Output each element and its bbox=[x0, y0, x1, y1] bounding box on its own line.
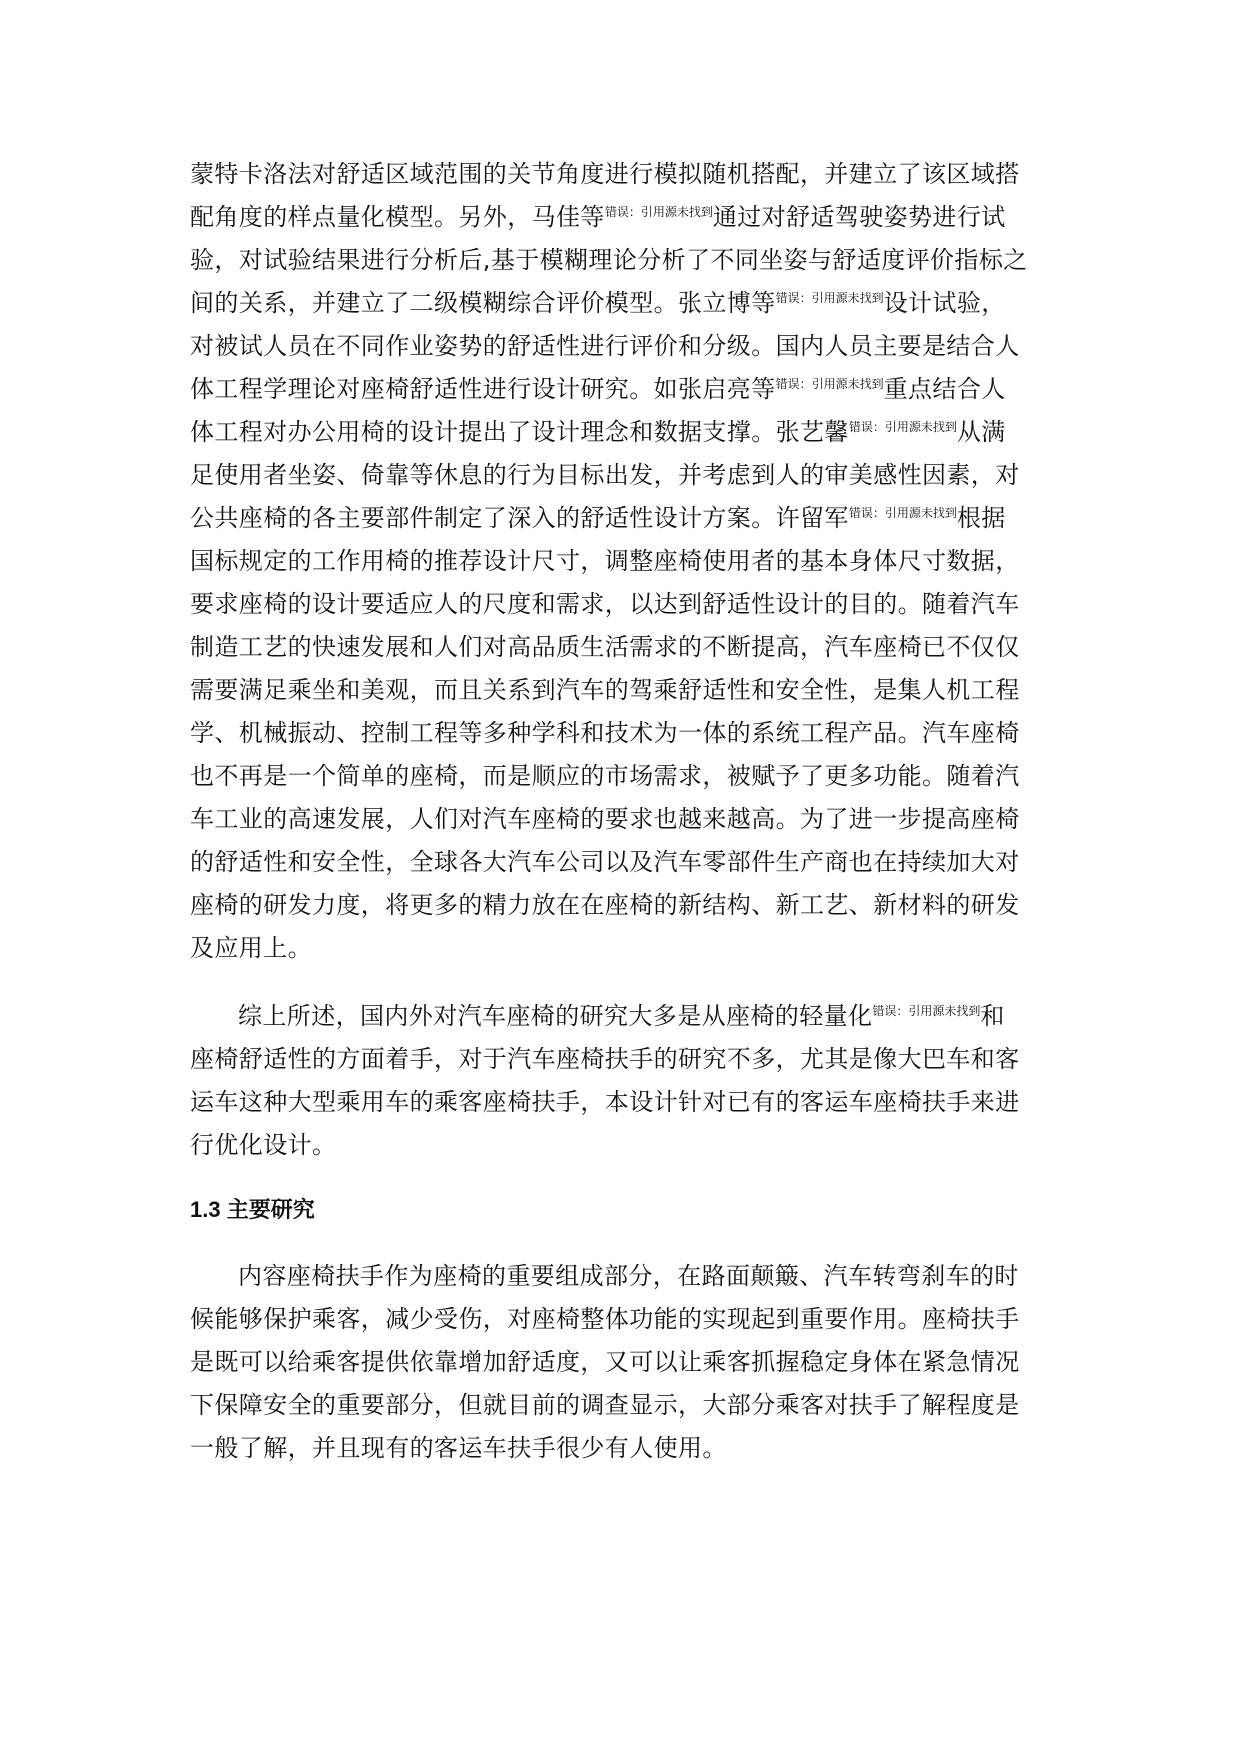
citation-error-marker[interactable]: 错误：引用源未找到 bbox=[604, 205, 713, 219]
text-line: 公共座椅的各主要部件制定了深入的舒适性设计方案。许留军$^{错误:引用源未找到}$根据 bbox=[190, 504, 1006, 532]
text-line: 车工业的高速发展，人们对汽车座椅的要求也越来越高。为了进一步提高座椅 bbox=[190, 805, 1020, 833]
text-line: 座椅舒适性的方面着手，对于汽车座椅扶手的研究不多，尤其是像大巴车和客 bbox=[190, 1045, 1020, 1073]
text-line: 学、机械振动、控制工程等多种学科和技术为一体的系统工程产品。汽车座椅 bbox=[190, 719, 1020, 747]
text-line: 及应用上。 bbox=[190, 934, 312, 962]
text-line: 体工程学理论对座椅舒适性进行设计研究。如张启亮等$^{错误:引用源未找到}$重点结合人 bbox=[190, 375, 1006, 403]
text-line: 间的关系，并建立了二级模糊综合评价模型。张立博等$^{错误:引用源未找到}$设计试验， bbox=[190, 289, 1006, 317]
text-line: 体工程对办公用椅的设计提出了设计理念和数据支撑。张艺馨$^{错误:引用源未找到}$从满 bbox=[190, 418, 1006, 446]
text-line: 需要满足乘坐和美观，而且关系到汽车的驾乘舒适性和安全性，是集人机工程 bbox=[190, 676, 1020, 704]
citation-error-marker[interactable]: 错误：引用源未找到 bbox=[775, 291, 884, 305]
text-line: 座椅的研发力度，将更多的精力放在在座椅的新结构、新工艺、新材料的研发 bbox=[190, 891, 1020, 919]
text-line: 配角度的样点量化模型。另外，马佳等$^{错误:引用源未找到}$通过对舒适驾驶姿势进行试 bbox=[190, 203, 1006, 231]
section-heading: 1.3 主要研究 bbox=[190, 1197, 315, 1222]
text-line: 要求座椅的设计要适应人的尺度和需求，以达到舒适性设计的目的。随着汽车 bbox=[190, 590, 1020, 618]
text-line: 足使用者坐姿、倚靠等休息的行为目标出发，并考虑到人的审美感性因素，对 bbox=[190, 461, 1020, 489]
text-line: 制造工艺的快速发展和人们对高品质生活需求的不断提高，汽车座椅已不仅仅 bbox=[190, 633, 1020, 661]
text-line: 内容座椅扶手作为座椅的重要组成部分，在路面颠簸、汽车转弯刹车的时 bbox=[238, 1262, 1019, 1290]
text-line: 行优化设计。 bbox=[190, 1131, 337, 1159]
text-line: 综上所述，国内外对汽车座椅的研究大多是从座椅的轻量化$^{错误:引用源未找到}$和 bbox=[238, 1002, 1005, 1030]
text-line: 候能够保护乘客，减少受伤，对座椅整体功能的实现起到重要作用。座椅扶手 bbox=[190, 1305, 1020, 1333]
text-line: 也不再是一个简单的座椅，而是顺应的市场需求，被赋予了更多功能。随着汽 bbox=[190, 762, 1020, 790]
text-line: 是既可以给乘客提供依靠增加舒适度，又可以让乘客抓握稳定身体在紧急情况 bbox=[190, 1348, 1020, 1376]
citation-error-marker[interactable]: 错误：引用源未找到 bbox=[872, 1004, 981, 1018]
text-line: 下保障安全的重要部分，但就目前的调查显示，大部分乘客对扶手了解程度是 bbox=[190, 1391, 1020, 1419]
text-line: 运车这种大型乘用车的乘客座椅扶手，本设计针对已有的客运车座椅扶手来进 bbox=[190, 1088, 1020, 1116]
text-line: 对被试人员在不同作业姿势的舒适性进行评价和分级。国内人员主要是结合人 bbox=[190, 332, 1020, 360]
citation-error-marker[interactable]: 错误：引用源未找到 bbox=[775, 377, 884, 391]
text-line: 一般了解，并且现有的客运车扶手很少有人使用。 bbox=[190, 1434, 727, 1462]
text-line: 的舒适性和安全性，全球各大汽车公司以及汽车零部件生产商也在持续加大对 bbox=[190, 848, 1020, 876]
text-line: 国标规定的工作用椅的推荐设计尺寸，调整座椅使用者的基本身体尺寸数据， bbox=[190, 547, 1020, 575]
text-line: 验，对试验结果进行分析后,基于模糊理论分析了不同坐姿与舒适度评价指标之 bbox=[190, 246, 1028, 274]
text-line: 蒙特卡洛法对舒适区域范围的关节角度进行模拟随机搭配，并建立了该区域搭 bbox=[190, 160, 1020, 188]
citation-error-marker[interactable]: 错误：引用源未找到 bbox=[848, 506, 957, 520]
citation-error-marker[interactable]: 错误：引用源未找到 bbox=[848, 420, 957, 434]
